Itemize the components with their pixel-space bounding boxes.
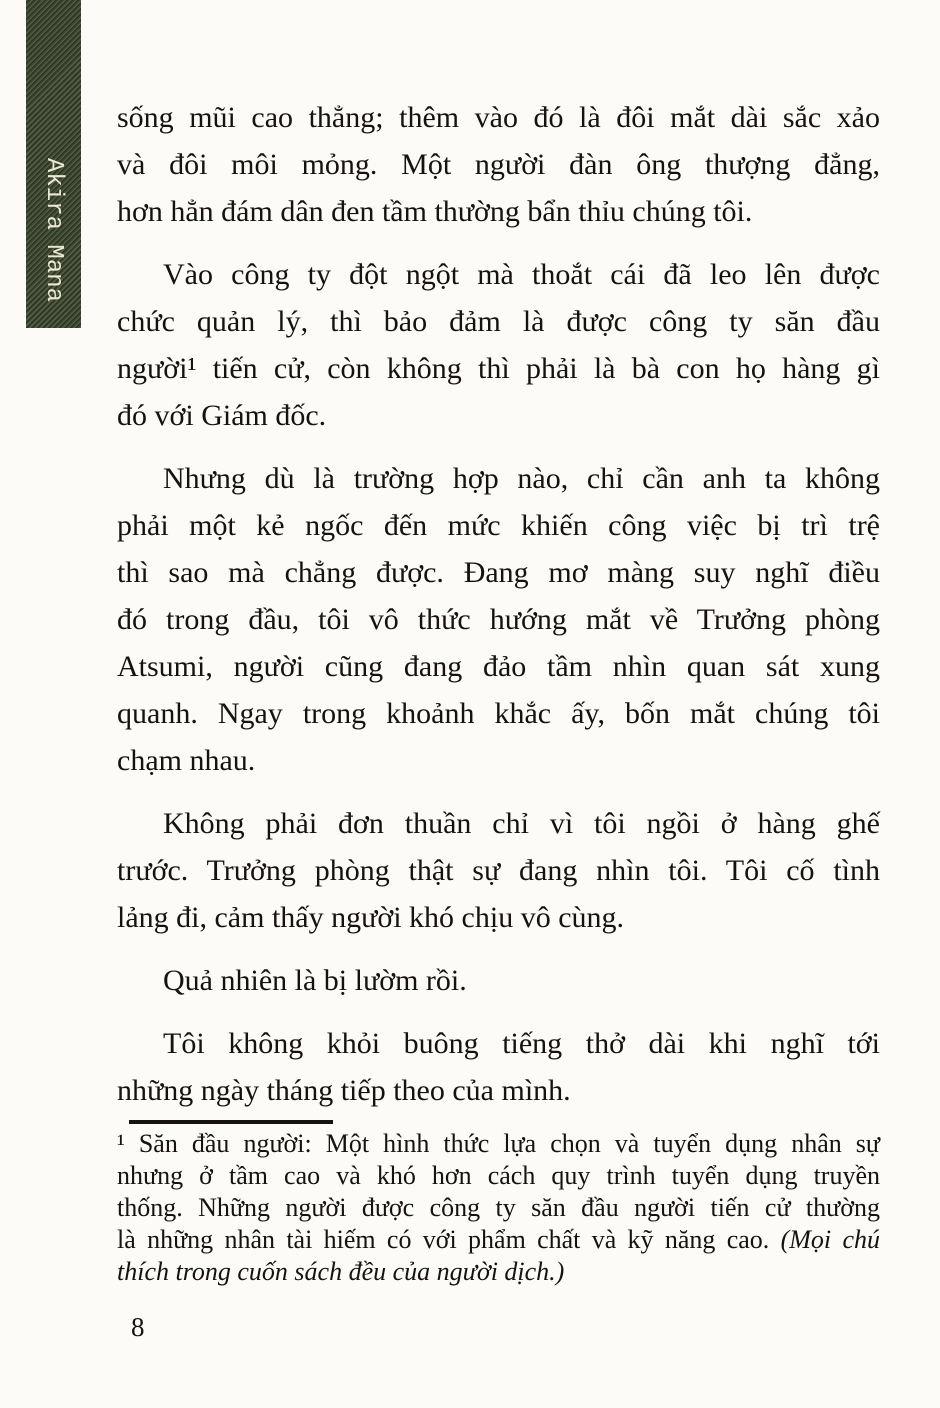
text-line: và đôi môi mỏng. Một người đàn ông thượng đẳng, [117,148,880,181]
footnote-separator [129,1120,333,1124]
text-line: hơn hẳn đám dân đen tầm thường bẩn thỉu chúng tôi. [117,195,753,228]
paragraph [117,251,880,439]
footnote-line [117,1224,880,1256]
text-line: Atsumi, người cũng đang đảo tầm nhìn quan sát xung [117,650,880,683]
text-line: đó với Giám đốc. [117,399,327,432]
text-line: Tôi không khỏi buông tiếng thở dài khi nghĩ tới [163,1027,880,1060]
paragraph [117,800,880,941]
text-line: phải một kẻ ngốc đến mức khiến công việc bị trì trệ [117,509,880,542]
spine-strip [26,0,81,328]
text-line: quanh. Ngay trong khoảnh khắc ấy, bốn mắt chúng tôi [117,697,880,730]
text-line: Quả nhiên là bị lườm rồi. [163,964,467,997]
footnote-translator-note: thích trong cuốn sách đều của người dịch.) [117,1257,565,1286]
text-line: lảng đi, cảm thấy người khó chịu vô cùng. [117,901,625,934]
text-line: sống mũi cao thẳng; thêm vào đó là đôi mắt dài sắc xảo [117,101,880,134]
text-line: chạm nhau. [117,744,256,777]
footnote-line: thống. Những người được công ty săn đầu người tiến cử thường [117,1193,880,1222]
text-line: những ngày tháng tiếp theo của mình. [117,1074,571,1107]
paragraph [117,957,880,1004]
text-line: chức quản lý, thì bảo đảm là được công ty săn đầu [117,305,880,338]
text-line: đó trong đầu, tôi vô thức hướng mắt về Trưởng phòng [117,603,880,636]
text-line: Vào công ty đột ngột mà thoắt cái đã leo lên được [163,258,880,291]
page-number: 8 [131,1312,145,1342]
footnote-translator-note: (Mọi chú [780,1225,880,1254]
footnote-line: ¹ Săn đầu người: Một hình thức lựa chọn và tuyển dụng nhân sự [117,1129,880,1158]
footnote [117,1128,880,1288]
paragraph [117,455,880,784]
text-line: Không phải đơn thuần chỉ vì tôi ngồi ở hàng ghế [163,807,880,840]
text-line: trước. Trưởng phòng thật sự đang nhìn tôi. Tôi cố tình [117,854,880,887]
paragraph [117,1020,880,1114]
paragraph [117,94,880,235]
text-line: người¹ tiến cử, còn không thì phải là bà con họ hàng gì [117,352,880,385]
spine-author-label: Akira Mana [40,157,67,302]
footnote-line [117,1256,880,1288]
footnote-line: nhưng ở tầm cao và khó hơn cách quy trình tuyển dụng truyền [117,1161,880,1190]
text-line: thì sao mà chẳng được. Đang mơ màng suy nghĩ điều [117,556,880,589]
text-line: Nhưng dù là trường hợp nào, chỉ cần anh ta không [163,462,880,495]
page-text-block [117,94,880,1288]
footnote-text: là những nhân tài hiếm có với phẩm chất và kỹ năng cao. [117,1225,781,1254]
